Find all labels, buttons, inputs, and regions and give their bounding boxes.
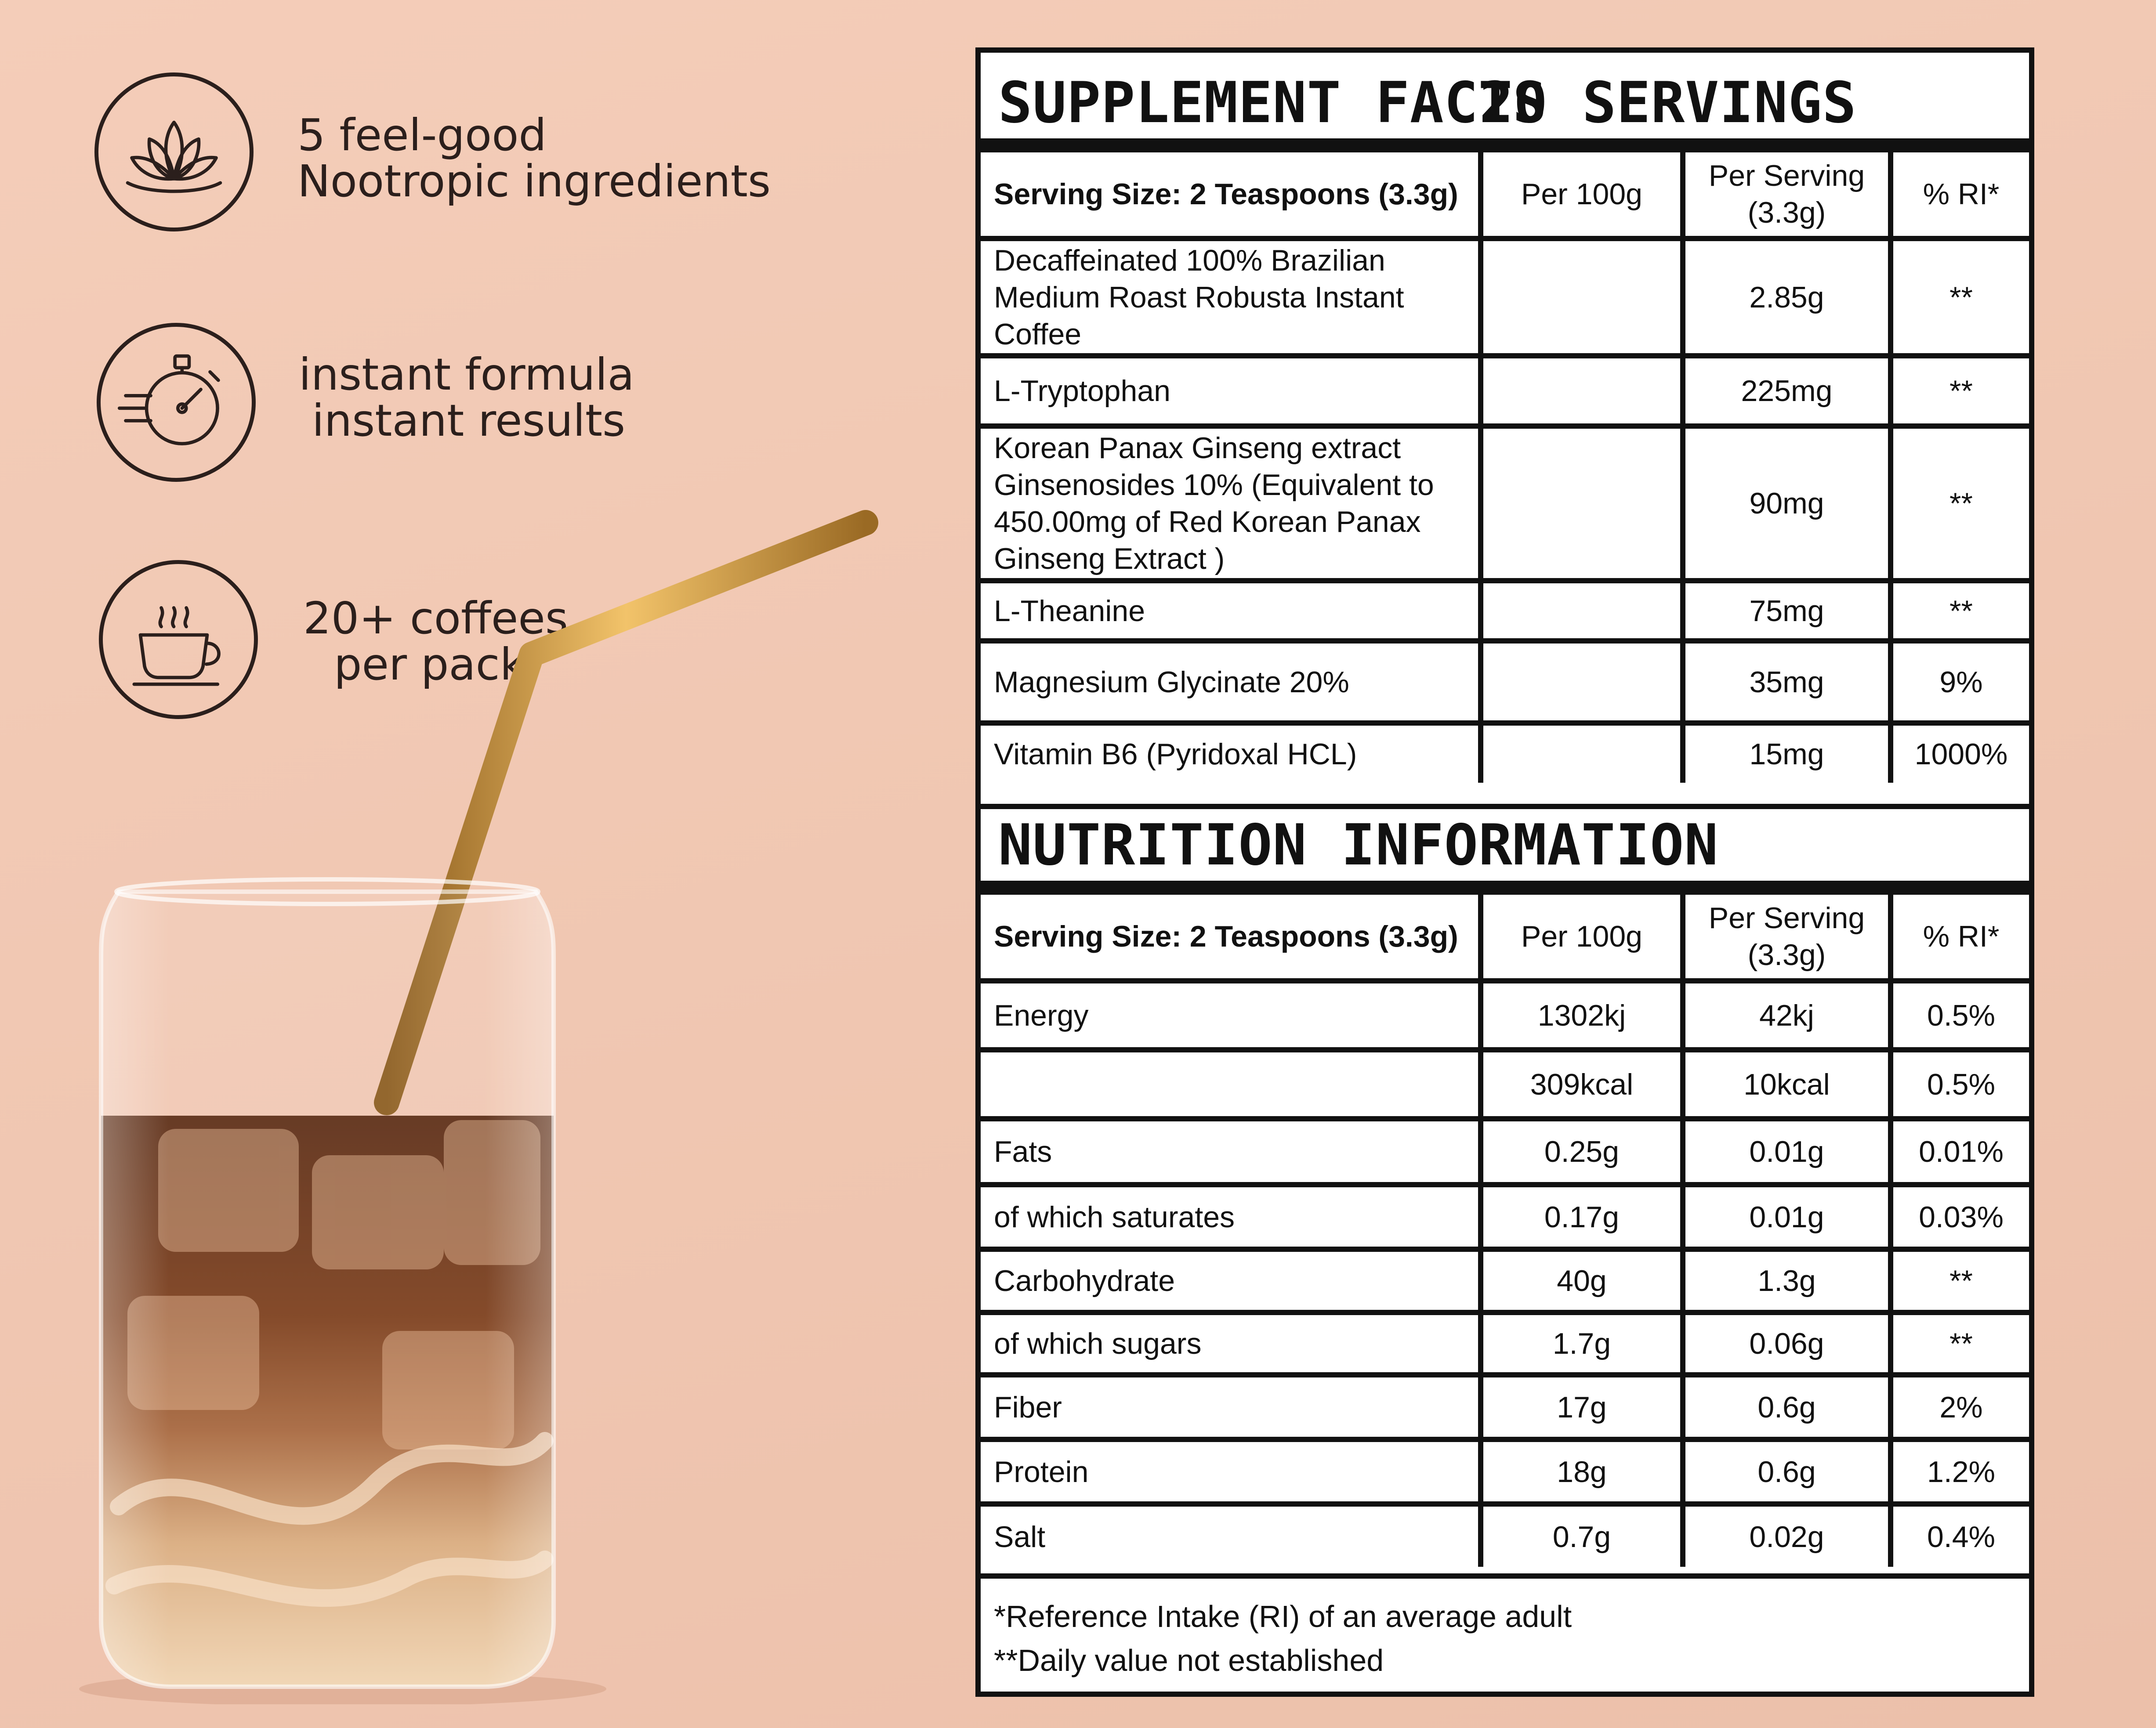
table-cell-per-serving: 0.01g: [1749, 1200, 1824, 1234]
table-cell-per-100g: [1483, 429, 1680, 578]
table-cell-per-100g: [1483, 726, 1680, 783]
table-cell-per-100g: 17g: [1557, 1390, 1607, 1424]
table-cell-name: L-Theanine: [994, 594, 1145, 628]
table-header-cell: Per Serving (3.3g): [1708, 901, 1865, 972]
table-cell-ri: 1000%: [1914, 737, 2008, 771]
table-cell-ri: **: [1949, 1327, 1973, 1360]
table-cell-name: Protein: [994, 1455, 1089, 1489]
table-cell-name: of which sugars: [994, 1327, 1202, 1360]
table-cell-name: Decaffeinated 100% Brazilian Medium Roast Robusta Instant Coffee: [994, 243, 1404, 351]
table-cell-name: L-Tryptophan: [994, 374, 1170, 408]
table-header-cell: Serving Size: 2 Teaspoons (3.3g): [994, 177, 1458, 211]
row-divider: [981, 1501, 2029, 1507]
table-cell-per-100g: [1483, 643, 1680, 720]
row-divider: [981, 978, 2029, 983]
column-divider: [1680, 152, 1685, 783]
footnote-daily-value: **Daily value not established: [994, 1643, 1384, 1677]
supplement-servings: 20 SERVINGS: [1479, 70, 1857, 136]
table-cell-name: Fiber: [994, 1390, 1062, 1424]
table-cell-ri: 0.5%: [1927, 998, 1995, 1032]
table-cell-name: Carbohydrate: [994, 1264, 1175, 1298]
table-cell-per-serving: 10kcal: [1743, 1067, 1830, 1101]
table-cell-per-100g: 0.17g: [1544, 1200, 1620, 1234]
feature-line: 20+ coffees: [303, 593, 569, 644]
feature-line: per pack: [334, 639, 525, 690]
nutrition-title: NUTRITION INFORMATION: [998, 813, 1719, 878]
column-divider: [1478, 895, 1483, 1567]
table-cell-ri: **: [1949, 1264, 1973, 1298]
row-divider: [981, 353, 2029, 358]
supplement-title-bar: [981, 70, 2029, 136]
column-divider: [1478, 152, 1483, 783]
table-cell-per-100g: [1483, 241, 1680, 353]
nutrition-title-bar: [981, 813, 2029, 878]
table-cell-per-100g: [1483, 583, 1680, 638]
table-header-cell: Per 100g: [1521, 177, 1642, 211]
table-cell-per-serving: 15mg: [1749, 737, 1824, 771]
table-cell-per-serving: 0.6g: [1757, 1455, 1816, 1489]
table-cell-per-serving: 0.6g: [1757, 1390, 1816, 1424]
table-cell-ri: 0.03%: [1919, 1200, 2004, 1234]
supplement-title: SUPPLEMENT FACTS: [998, 70, 1547, 136]
divider: [981, 138, 2029, 152]
table-cell-ri: **: [1949, 487, 1973, 520]
table-cell-name: Energy: [994, 998, 1089, 1032]
divider: [981, 881, 2029, 895]
table-cell-name: Salt: [994, 1520, 1046, 1554]
table-cell-per-serving: 1.3g: [1757, 1264, 1816, 1298]
divider: [981, 1573, 2029, 1579]
table-cell-per-serving: 0.01g: [1749, 1135, 1824, 1168]
footnote-ri: *Reference Intake (RI) of an average adult: [994, 1599, 1572, 1634]
table-cell-per-serving: 35mg: [1749, 665, 1824, 699]
facts-panel: [975, 47, 2034, 1697]
table-header-cell: Per Serving (3.3g): [1708, 159, 1865, 229]
row-divider: [981, 1372, 2029, 1377]
table-cell-ri: **: [1949, 374, 1973, 408]
row-divider: [981, 720, 2029, 726]
table-cell-per-serving: 75mg: [1749, 594, 1824, 628]
row-divider: [981, 1116, 2029, 1121]
column-divider: [1888, 895, 1893, 1567]
row-divider: [981, 236, 2029, 241]
table-cell-ri: **: [1949, 594, 1973, 628]
table-cell-per-100g: 40g: [1557, 1264, 1607, 1298]
table-cell-ri: 9%: [1939, 665, 1983, 699]
table-cell-per-serving: 0.06g: [1749, 1327, 1824, 1360]
table-cell-per-100g: [1483, 358, 1680, 423]
table-cell-per-serving: 0.02g: [1749, 1520, 1824, 1554]
column-divider: [1888, 152, 1893, 783]
table-header-cell: % RI*: [1923, 920, 2000, 953]
table-cell-name: Korean Panax Ginseng extract Ginsenosides 10% (Equivalent to 450.00mg of Red Korean Panax Ginseng Extract ): [994, 431, 1434, 575]
table-cell-per-100g: 1.7g: [1552, 1327, 1611, 1360]
feature-line: instant results: [312, 395, 626, 446]
row-divider: [981, 1310, 2029, 1315]
row-divider: [981, 1047, 2029, 1052]
divider: [981, 804, 2029, 809]
row-divider: [981, 423, 2029, 429]
table-header-cell: Per 100g: [1521, 920, 1642, 953]
feature-line: 5 feel-good: [297, 109, 547, 161]
iced-coffee-glass-image: [66, 496, 901, 1704]
table-cell-name: Vitamin B6 (Pyridoxal HCL): [994, 737, 1357, 771]
column-divider: [1680, 895, 1685, 1567]
table-cell-per-serving: 2.85g: [1749, 280, 1824, 314]
table-cell-per-100g: 309kcal: [1530, 1067, 1634, 1101]
table-cell-ri: **: [1949, 280, 1973, 314]
table-cell-per-serving: 42kj: [1759, 998, 1814, 1032]
table-cell-name: of which saturates: [994, 1200, 1235, 1234]
row-divider: [981, 1437, 2029, 1442]
table-cell-ri: 0.5%: [1927, 1067, 1995, 1101]
row-divider: [981, 578, 2029, 583]
table-header-cell: Serving Size: 2 Teaspoons (3.3g): [994, 920, 1458, 953]
row-divider: [981, 1182, 2029, 1187]
table-cell-per-serving: 225mg: [1741, 374, 1833, 408]
stopwatch-icon: [97, 323, 256, 482]
feature-instant-text: [299, 351, 634, 444]
row-divider: [981, 1247, 2029, 1252]
table-cell-ri: 0.01%: [1919, 1135, 2004, 1168]
table-cell-name: Fats: [994, 1135, 1052, 1168]
table-cell-per-100g: 1302kj: [1537, 998, 1626, 1032]
table-cell-ri: 2%: [1939, 1390, 1983, 1424]
lotus-icon: [94, 72, 254, 231]
table-cell-per-serving: 90mg: [1749, 487, 1824, 520]
feature-ingredients-text: [297, 109, 771, 207]
feature-line: Nootropic ingredients: [297, 155, 771, 207]
table-cell-per-100g: 0.7g: [1552, 1520, 1611, 1554]
feature-line: instant formula: [299, 349, 634, 400]
row-divider: [981, 638, 2029, 643]
table-header-cell: % RI*: [1923, 177, 2000, 211]
table-cell-name: [981, 1052, 1473, 1116]
table-cell-ri: 1.2%: [1927, 1455, 1995, 1489]
table-cell-per-100g: 18g: [1557, 1455, 1607, 1489]
table-cell-per-100g: 0.25g: [1544, 1135, 1620, 1168]
table-cell-ri: 0.4%: [1927, 1520, 1995, 1554]
table-cell-name: Magnesium Glycinate 20%: [994, 665, 1349, 699]
